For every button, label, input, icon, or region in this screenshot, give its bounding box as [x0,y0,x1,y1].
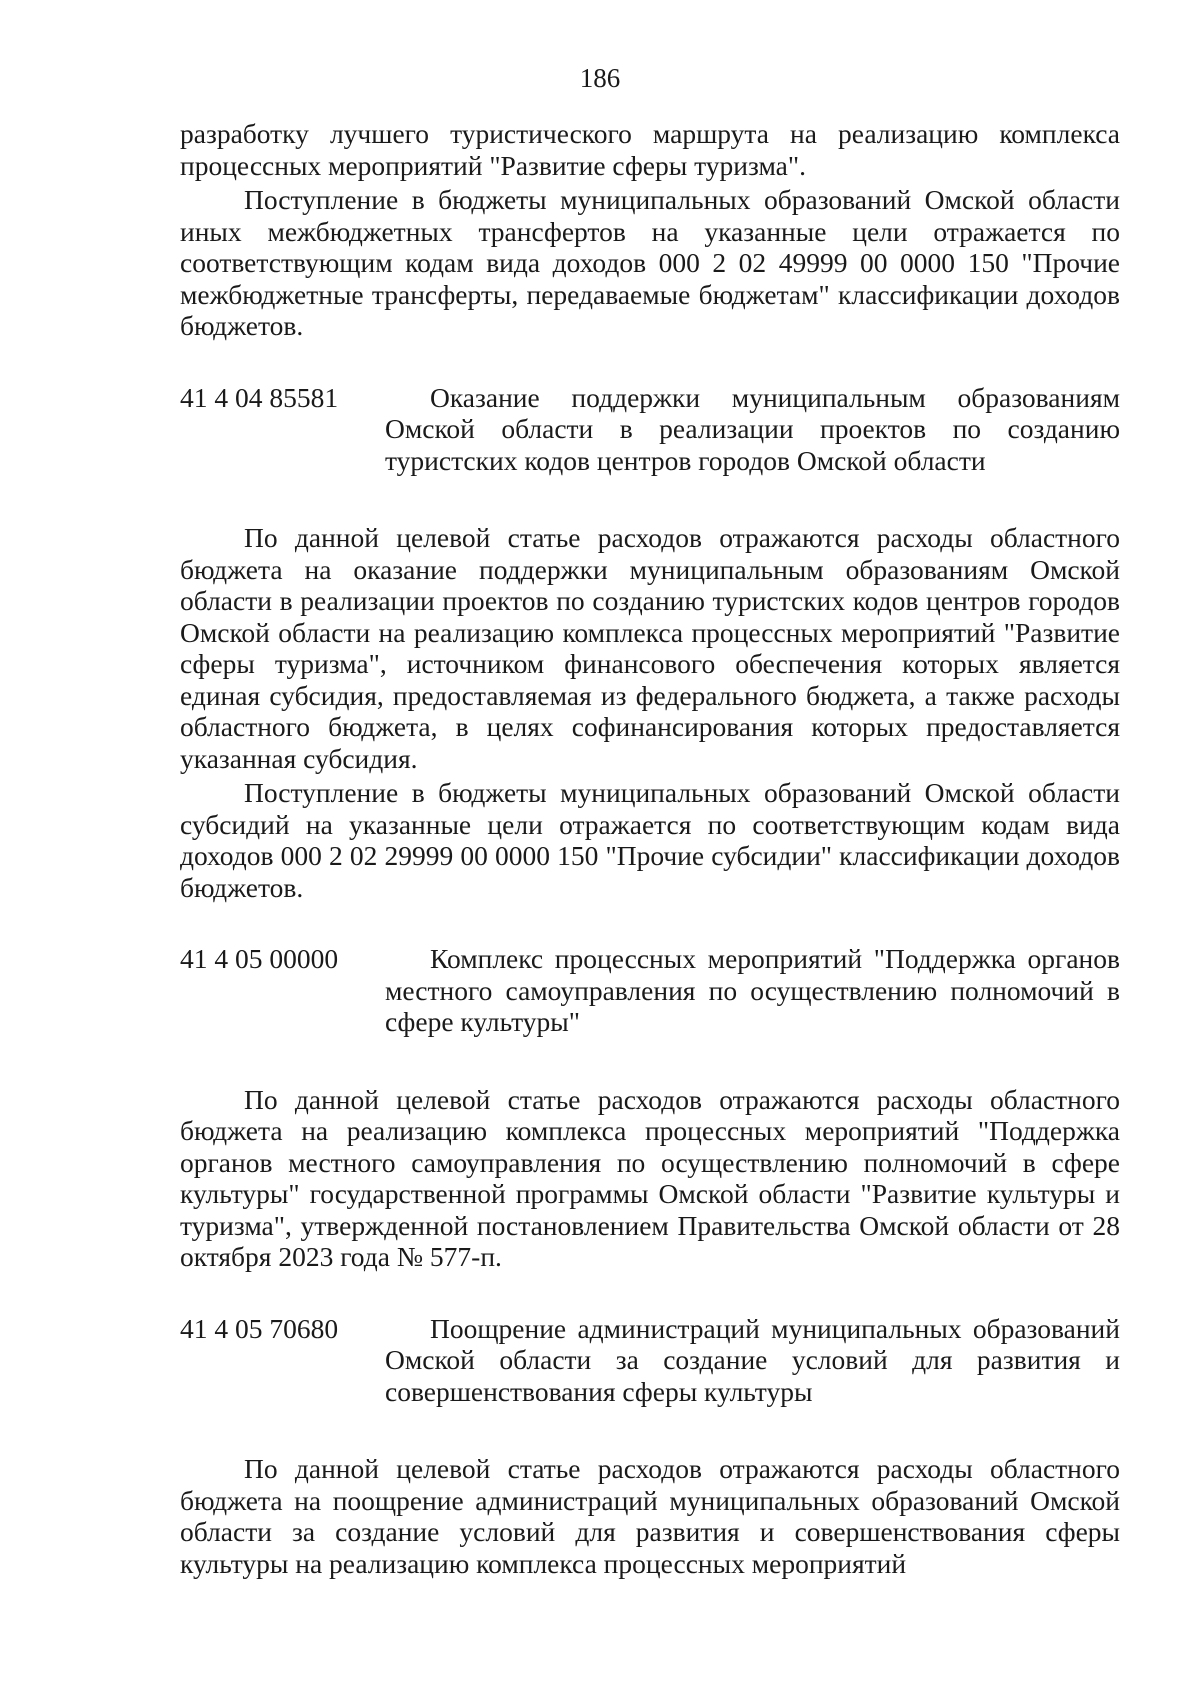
paragraph-local-government-description: По данной целевой статье расходов отражаются расходы областного бюджета на реализацию комплекса процессных мероприятий "Поддержка органов местного самоуправления по осуществлению полномочий в сфере культуры" государственной программы Омской области "Развитие культуры и туризма", утвержденной постановлением Правительства Омской области от 28 октября 2023 года № 577-п. [180,1083,1120,1272]
page-number: 186 [579,63,621,93]
paragraph-transfers-receipt: Поступление в бюджеты муниципальных образований Омской области иных межбюджетных трансфертов на указанные цели отражается по соответствующим кодам вида доходов 000 2 02 49999 00 0000 150 "Прочие межбюджетные трансферты, передаваемые бюджетам" классификации доходов бюджетов. [180,184,1120,341]
entry-title: Оказание поддержки муниципальным образованиям Омской области в реализации проектов по созданию туристских кодов центров городов Омской области [385,381,1120,476]
entry-code: 41 4 05 70680 [180,1312,339,1344]
entry-code: 41 4 04 85581 [180,381,339,413]
entry-title: Комплекс процессных мероприятий "Поддержка органов местного самоуправления по осуществлению полномочий в сфере культуры" [385,943,1120,1037]
budget-entry-local-government-support [180,943,1120,1038]
budget-entry-tourism-codes [180,382,1120,477]
paragraph-culture-incentive-description: По данной целевой статье расходов отражаются расходы областного бюджета на поощрение администраций муниципальных образований Омской области за создание условий для развития и совершенствования сферы культуры на реализацию комплекса процессных мероприятий [180,1453,1120,1579]
budget-entry-culture-incentive [180,1313,1120,1408]
entry-title: Поощрение администраций муниципальных образований Омской области за создание условий для развития и совершенствования сферы культуры [385,1312,1120,1407]
paragraph-subsidy-receipt: Поступление в бюджеты муниципальных образований Омской области субсидий на указанные цели отражается по соответствующим кодам вида доходов 000 2 02 29999 00 0000 150 "Прочие субсидии" классификации доходов бюджетов. [180,777,1120,903]
paragraph-tourism-codes-description: По данной целевой статье расходов отражаются расходы областного бюджета на оказание поддержки муниципальным образованиям Омской области в реализации проектов по созданию туристских кодов центров городов Омской области на реализацию комплекса процессных мероприятий "Развитие сферы туризма", источником финансового обеспечения которых является единая субсидия, предоставляемая из федерального бюджета, а также расходы областного бюджета, в целях софинансирования которых предоставляется указанная субсидия. [180,522,1120,774]
document-body [180,118,1120,1579]
paragraph-continuation: разработку лучшего туристического маршрута на реализацию комплекса процессных мероприятий "Развитие сферы туризма". [180,118,1120,181]
entry-code: 41 4 05 00000 [180,943,339,974]
